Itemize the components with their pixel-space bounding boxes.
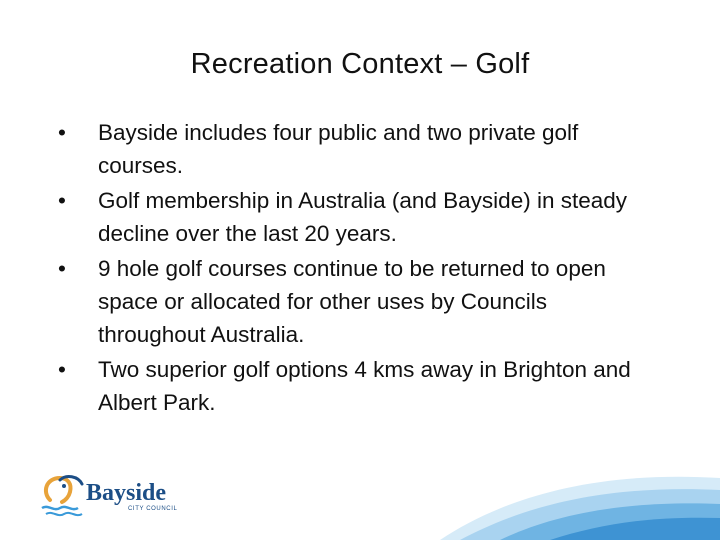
decorative-waves <box>440 460 720 540</box>
bullet-item <box>58 116 648 182</box>
pelican-logo-icon <box>36 470 90 520</box>
logo-wordmark: Bayside <box>86 480 167 506</box>
bullet-item <box>58 184 648 250</box>
bullet-dot: • <box>58 357 66 382</box>
bullet-text: Bayside includes four public and two private golf courses. <box>98 120 579 178</box>
bullet-list <box>58 116 648 421</box>
bullet-item <box>58 252 648 351</box>
bullet-dot: • <box>58 256 66 281</box>
bullet-dot: • <box>58 120 66 145</box>
bayside-logo <box>36 470 186 520</box>
bullet-text: Golf membership in Australia (and Bayside) in steady decline over the last 20 years. <box>98 188 628 246</box>
bullet-dot: • <box>58 188 66 213</box>
logo-subtitle: CITY COUNCIL <box>128 506 178 512</box>
bullet-item <box>58 353 648 419</box>
bullet-text: 9 hole golf courses continue to be returned to open space or allocated for other uses by Councils throughout Australia. <box>98 256 606 347</box>
bullet-text: Two superior golf options 4 kms away in Brighton and Albert Park. <box>98 357 631 415</box>
slide-title: Recreation Context – Golf <box>190 48 530 80</box>
